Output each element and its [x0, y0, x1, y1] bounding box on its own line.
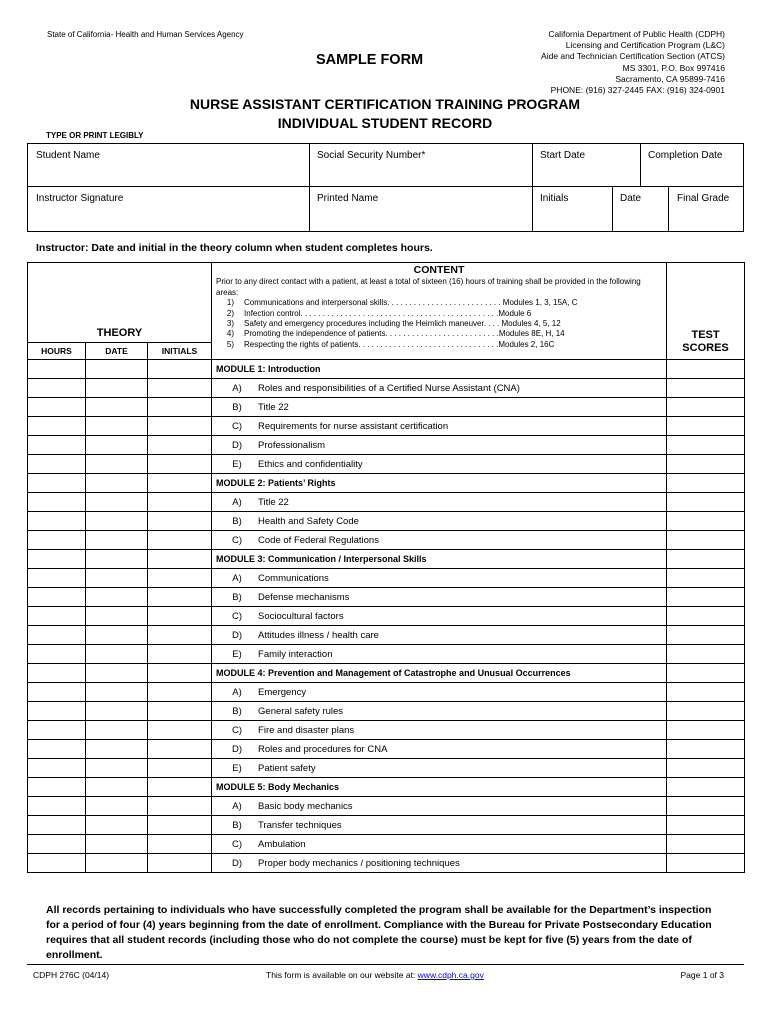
test-score-cell[interactable] — [667, 493, 745, 512]
module-row — [28, 778, 745, 797]
date-cell[interactable] — [86, 531, 148, 550]
date-cell[interactable] — [86, 740, 148, 759]
content-list-number: 4) — [226, 329, 235, 339]
initials-cell[interactable] — [148, 550, 212, 569]
initials-label: Initials — [540, 193, 569, 204]
hours-cell[interactable] — [28, 607, 86, 626]
topic-text: Defense mechanisms — [258, 591, 350, 603]
hours-cell[interactable] — [28, 550, 86, 569]
test-score-cell[interactable] — [667, 645, 745, 664]
test-score-cell[interactable] — [667, 626, 745, 645]
initials-cell[interactable] — [148, 759, 212, 778]
date-label: Date — [620, 193, 642, 204]
topic-letter: C) — [232, 610, 243, 622]
agency-name: State of California- Health and Human Services Agency — [47, 30, 244, 39]
topic-text: Emergency — [258, 686, 307, 698]
test-score-cell[interactable] — [667, 531, 745, 550]
date-field[interactable] — [612, 187, 668, 231]
form-title: NURSE ASSISTANT CERTIFICATION TRAINING PROGRAM — [189, 96, 581, 112]
topic-letter: B) — [232, 819, 242, 831]
content-list-text: Communications and interpersonal skills. . . . . . . . . . . . . . . . . . . . . . . . . . Modules 1, 3, 15A, C — [244, 298, 578, 308]
form-code: CDPH 276C (04/14) — [33, 970, 110, 980]
hours-cell[interactable] — [28, 759, 86, 778]
hours-cell[interactable] — [28, 626, 86, 645]
date-cell[interactable] — [86, 683, 148, 702]
initials-cell[interactable] — [148, 569, 212, 588]
test-score-cell[interactable] — [667, 569, 745, 588]
topic-letter: A) — [232, 800, 242, 812]
test-score-cell[interactable] — [667, 588, 745, 607]
date-cell[interactable] — [86, 588, 148, 607]
content-list-item — [216, 298, 662, 308]
hours-cell[interactable] — [28, 379, 86, 398]
content-title: CONTENT — [413, 264, 465, 276]
topic-letter: E) — [232, 648, 242, 660]
hours-cell[interactable] — [28, 797, 86, 816]
date-cell[interactable] — [86, 797, 148, 816]
topic-row — [28, 398, 745, 417]
module-row — [28, 474, 745, 493]
topic-letter: B) — [232, 591, 242, 603]
hours-cell[interactable] — [28, 493, 86, 512]
test-score-cell[interactable] — [667, 664, 745, 683]
topic-text: Proper body mechanics / positioning techniques — [258, 857, 460, 869]
hours-cell[interactable] — [28, 569, 86, 588]
test-score-cell[interactable] — [667, 436, 745, 455]
initials-cell[interactable] — [148, 835, 212, 854]
hours-cell[interactable] — [28, 436, 86, 455]
instructor-info-row — [27, 186, 744, 232]
test-score-cell[interactable] — [667, 835, 745, 854]
hours-cell[interactable] — [28, 740, 86, 759]
initials-cell[interactable] — [148, 683, 212, 702]
dept-line: Sacramento, CA 95899-7416 — [615, 73, 725, 84]
date-cell[interactable] — [86, 474, 148, 493]
test-score-cell[interactable] — [667, 474, 745, 493]
theory-header: THEORY — [28, 263, 212, 343]
records-retention-note: All records pertaining to individuals who have successfully completed the program shall be available for the Department’s inspection for a period of four (4) years beginning from the date of enrollment. Compliance with the Bureau for Private Postsecondary Education requires that all student records (including those who do not complete the course) must be kept for five (5) years from the date of enrollment. — [46, 904, 712, 961]
test-score-cell[interactable] — [667, 398, 745, 417]
topic-cell — [212, 645, 667, 664]
initials-header: INITIALS — [148, 343, 212, 360]
initials-cell[interactable] — [148, 588, 212, 607]
topic-text: Title 22 — [258, 401, 289, 413]
initials-cell[interactable] — [148, 816, 212, 835]
topic-row — [28, 512, 745, 531]
date-cell[interactable] — [86, 835, 148, 854]
content-header — [212, 263, 667, 360]
test-score-cell[interactable] — [667, 721, 745, 740]
topic-letter: B) — [232, 705, 242, 717]
topic-row — [28, 835, 745, 854]
topic-row — [28, 607, 745, 626]
initials-cell[interactable] — [148, 436, 212, 455]
topic-text: Code of Federal Regulations — [258, 534, 379, 546]
topic-cell — [212, 379, 667, 398]
printed-name-field[interactable] — [309, 187, 532, 231]
content-intro: Prior to any direct contact with a patient, at least a total of sixteen (16) hours of training shall be provided in the following areas: — [216, 277, 641, 297]
website-link[interactable]: www.cdph.ca.gov — [417, 970, 484, 980]
topic-row — [28, 702, 745, 721]
topic-letter: C) — [232, 534, 243, 546]
topic-row — [28, 645, 745, 664]
test-score-cell[interactable] — [667, 455, 745, 474]
start-date-label: Start Date — [540, 150, 586, 161]
topic-cell — [212, 455, 667, 474]
content-list-item — [216, 329, 662, 339]
topic-text: Sociocultural factors — [258, 610, 344, 622]
topic-row — [28, 569, 745, 588]
topic-text: Family interaction — [258, 648, 333, 660]
topic-row — [28, 531, 745, 550]
content-list-number: 3) — [226, 319, 235, 329]
topic-text: Health and Safety Code — [258, 515, 359, 527]
initials-cell[interactable] — [148, 531, 212, 550]
topic-cell — [212, 493, 667, 512]
content-list-item — [216, 340, 662, 350]
instructor-signature-field[interactable]: Instructor Signature — [36, 193, 124, 204]
date-cell[interactable] — [86, 721, 148, 740]
topic-text: General safety rules — [258, 705, 344, 717]
topic-row — [28, 588, 745, 607]
final-grade-label: Final Grade — [677, 193, 730, 204]
topic-text: Patient safety — [258, 762, 316, 774]
topic-cell — [212, 607, 667, 626]
module-title: MODULE 1: Introduction — [212, 360, 667, 379]
topic-cell — [212, 797, 667, 816]
initials-cell[interactable] — [148, 417, 212, 436]
topic-letter: C) — [232, 420, 243, 432]
ssn-field[interactable] — [309, 144, 532, 186]
topic-row — [28, 626, 745, 645]
topic-row — [28, 436, 745, 455]
topic-letter: D) — [232, 629, 243, 641]
test-score-cell[interactable] — [667, 550, 745, 569]
initials-cell[interactable] — [148, 398, 212, 417]
topic-cell — [212, 531, 667, 550]
test-score-cell[interactable] — [667, 740, 745, 759]
initials-cell[interactable] — [148, 664, 212, 683]
initials-cell[interactable] — [148, 797, 212, 816]
topic-cell — [212, 759, 667, 778]
topic-text: Ambulation — [258, 838, 306, 850]
module-title: MODULE 5: Body Mechanics — [212, 778, 667, 797]
date-header: DATE — [86, 343, 148, 360]
hours-cell[interactable] — [28, 816, 86, 835]
module-title: MODULE 2: Patients’ Rights — [212, 474, 667, 493]
content-list-text: Promoting the independence of patients. . . . . . . . . . . . . . . . . . . . . . . . . .Modules 8E, H, 14 — [244, 329, 565, 339]
ssn-label: Social Security Number* — [317, 150, 426, 161]
print-legibly-note: TYPE OR PRINT LEGIBLY — [46, 131, 144, 140]
hours-cell[interactable] — [28, 398, 86, 417]
topic-text: Transfer techniques — [258, 819, 342, 831]
initials-field[interactable] — [532, 187, 612, 231]
student-info-row — [27, 143, 744, 187]
hours-cell[interactable] — [28, 474, 86, 493]
test-score-cell[interactable] — [667, 683, 745, 702]
website-note — [266, 970, 484, 980]
topic-letter: B) — [232, 515, 242, 527]
topic-letter: C) — [232, 724, 243, 736]
content-list-text: Infection control. . . . . . . . . . . . . . . . . . . . . . . . . . . . . . . . . . . . . . . . . . . . .Module 6 — [244, 308, 532, 318]
theory-record-table — [27, 262, 745, 873]
hours-header: HOURS — [28, 343, 86, 360]
topic-letter: D) — [232, 439, 243, 451]
date-cell[interactable] — [86, 360, 148, 379]
date-cell[interactable] — [86, 550, 148, 569]
topic-row — [28, 740, 745, 759]
topic-text: Fire and disaster plans — [258, 724, 355, 736]
dept-line: Licensing and Certification Program (L&C) — [565, 40, 725, 51]
topic-letter: E) — [232, 458, 242, 470]
topic-cell — [212, 854, 667, 873]
initials-cell[interactable] — [148, 512, 212, 531]
hours-cell[interactable] — [28, 854, 86, 873]
initials-cell[interactable] — [148, 493, 212, 512]
topic-row — [28, 417, 745, 436]
initials-cell[interactable] — [148, 740, 212, 759]
initials-cell[interactable] — [148, 379, 212, 398]
test-score-cell[interactable] — [667, 512, 745, 531]
sample-form-label: SAMPLE FORM — [316, 52, 424, 68]
department-address — [465, 29, 725, 96]
module-title: MODULE 4: Prevention and Management of Catastrophe and Unusual Occurrences — [212, 664, 667, 683]
content-list-item — [216, 319, 662, 329]
topic-cell — [212, 569, 667, 588]
topic-cell — [212, 626, 667, 645]
hours-cell[interactable] — [28, 683, 86, 702]
date-cell[interactable] — [86, 626, 148, 645]
topic-text: Attitudes illness / health care — [258, 629, 379, 641]
hours-cell[interactable] — [28, 778, 86, 797]
module-row — [28, 664, 745, 683]
test-score-cell[interactable] — [667, 379, 745, 398]
initials-cell[interactable] — [148, 455, 212, 474]
date-cell[interactable] — [86, 455, 148, 474]
topic-row — [28, 854, 745, 873]
hours-cell[interactable] — [28, 360, 86, 379]
initials-cell[interactable] — [148, 645, 212, 664]
date-cell[interactable] — [86, 607, 148, 626]
test-score-cell[interactable] — [667, 778, 745, 797]
topic-row — [28, 379, 745, 398]
topic-row — [28, 721, 745, 740]
content-list-number: 5) — [226, 339, 235, 349]
hours-cell[interactable] — [28, 531, 86, 550]
topic-row — [28, 797, 745, 816]
content-list-number: 1) — [226, 298, 235, 308]
topic-cell — [212, 740, 667, 759]
topic-text: Title 22 — [258, 496, 289, 508]
topic-letter: A) — [232, 382, 242, 394]
topic-cell — [212, 417, 667, 436]
module-row — [28, 550, 745, 569]
module-row — [28, 360, 745, 379]
test-score-cell[interactable] — [667, 797, 745, 816]
topic-row — [28, 455, 745, 474]
test-scores-header: TEST SCORES — [667, 263, 745, 360]
topic-cell — [212, 436, 667, 455]
content-list-number: 2) — [226, 308, 235, 318]
hours-cell[interactable] — [28, 702, 86, 721]
topic-row — [28, 683, 745, 702]
final-grade-field[interactable] — [668, 187, 743, 231]
topic-letter: D) — [232, 743, 243, 755]
topic-letter: A) — [232, 572, 242, 584]
topic-letter: A) — [232, 686, 242, 698]
topic-letter: A) — [232, 496, 242, 508]
initials-cell[interactable] — [148, 702, 212, 721]
hours-cell[interactable] — [28, 417, 86, 436]
initials-cell[interactable] — [148, 778, 212, 797]
topic-cell — [212, 835, 667, 854]
initials-cell[interactable] — [148, 607, 212, 626]
date-cell[interactable] — [86, 569, 148, 588]
initials-cell[interactable] — [148, 474, 212, 493]
dept-line: California Department of Public Health (CDPH) — [548, 29, 725, 39]
date-cell[interactable] — [86, 759, 148, 778]
initials-cell[interactable] — [148, 626, 212, 645]
topic-letter: D) — [232, 857, 243, 869]
date-cell[interactable] — [86, 645, 148, 664]
topic-text: Communications — [258, 572, 329, 584]
topic-text: Roles and responsibilities of a Certified Nurse Assistant (CNA) — [258, 382, 520, 394]
date-cell[interactable] — [86, 664, 148, 683]
instructor-instruction: Instructor: Date and initial in the theory column when student completes hours. — [36, 242, 433, 254]
date-cell[interactable] — [86, 436, 148, 455]
date-cell[interactable] — [86, 417, 148, 436]
completion-date-field[interactable] — [640, 144, 743, 186]
topic-text: Professionalism — [258, 439, 326, 451]
test-score-cell[interactable] — [667, 417, 745, 436]
page-number: Page 1 of 3 — [680, 970, 724, 980]
test-score-cell[interactable] — [667, 360, 745, 379]
hours-cell[interactable] — [28, 721, 86, 740]
date-cell[interactable] — [86, 379, 148, 398]
hours-cell[interactable] — [28, 664, 86, 683]
content-list-text: Respecting the rights of patients. . . . . . . . . . . . . . . . . . . . . . . . . . . . . . . .Modules 2, 16C — [244, 339, 555, 349]
content-list-text: Safety and emergency procedures including the Heimlich maneuver. . . . Modules 4, 5, 12 — [244, 319, 561, 329]
student-name-field[interactable]: Student Name — [36, 150, 100, 161]
hours-cell[interactable] — [28, 455, 86, 474]
topic-letter: B) — [232, 401, 242, 413]
form-subtitle: INDIVIDUAL STUDENT RECORD — [277, 115, 493, 131]
initials-cell[interactable] — [148, 721, 212, 740]
date-cell[interactable] — [86, 512, 148, 531]
completion-date-label: Completion Date — [648, 150, 723, 161]
initials-cell[interactable] — [148, 854, 212, 873]
module-title: MODULE 3: Communication / Interpersonal Skills — [212, 550, 667, 569]
date-cell[interactable] — [86, 702, 148, 721]
topic-row — [28, 759, 745, 778]
date-cell[interactable] — [86, 816, 148, 835]
dept-line: MS 3301, P.O. Box 997416 — [622, 62, 725, 73]
topic-text: Ethics and confidentiality — [258, 458, 363, 470]
date-cell[interactable] — [86, 398, 148, 417]
topic-cell — [212, 721, 667, 740]
topic-cell — [212, 816, 667, 835]
date-cell[interactable] — [86, 778, 148, 797]
test-score-cell[interactable] — [667, 702, 745, 721]
topic-cell — [212, 683, 667, 702]
hours-cell[interactable] — [28, 512, 86, 531]
printed-name-label: Printed Name — [317, 193, 379, 204]
hours-cell[interactable] — [28, 645, 86, 664]
topic-text: Roles and procedures for CNA — [258, 743, 388, 755]
website-text: This form is available on our website at: — [266, 970, 416, 980]
hours-cell[interactable] — [28, 835, 86, 854]
dept-line: Aide and Technician Certification Section (ATCS) — [541, 51, 725, 62]
start-date-field[interactable] — [532, 144, 640, 186]
test-score-cell[interactable] — [667, 854, 745, 873]
test-score-cell[interactable] — [667, 816, 745, 835]
topic-text: Basic body mechanics — [258, 800, 353, 812]
topic-row — [28, 816, 745, 835]
content-list-item — [216, 309, 662, 319]
dept-line: PHONE: (916) 327-2445 FAX: (916) 324-0901 — [550, 85, 725, 96]
date-cell[interactable] — [86, 854, 148, 873]
topic-text: Requirements for nurse assistant certification — [258, 420, 449, 432]
hours-cell[interactable] — [28, 588, 86, 607]
initials-cell[interactable] — [148, 360, 212, 379]
topic-cell — [212, 588, 667, 607]
topic-cell — [212, 702, 667, 721]
topic-letter: E) — [232, 762, 242, 774]
date-cell[interactable] — [86, 493, 148, 512]
topic-row — [28, 493, 745, 512]
topic-letter: C) — [232, 838, 243, 850]
test-score-cell[interactable] — [667, 607, 745, 626]
topic-cell — [212, 398, 667, 417]
test-score-cell[interactable] — [667, 759, 745, 778]
footer-divider — [27, 964, 744, 965]
topic-cell — [212, 512, 667, 531]
